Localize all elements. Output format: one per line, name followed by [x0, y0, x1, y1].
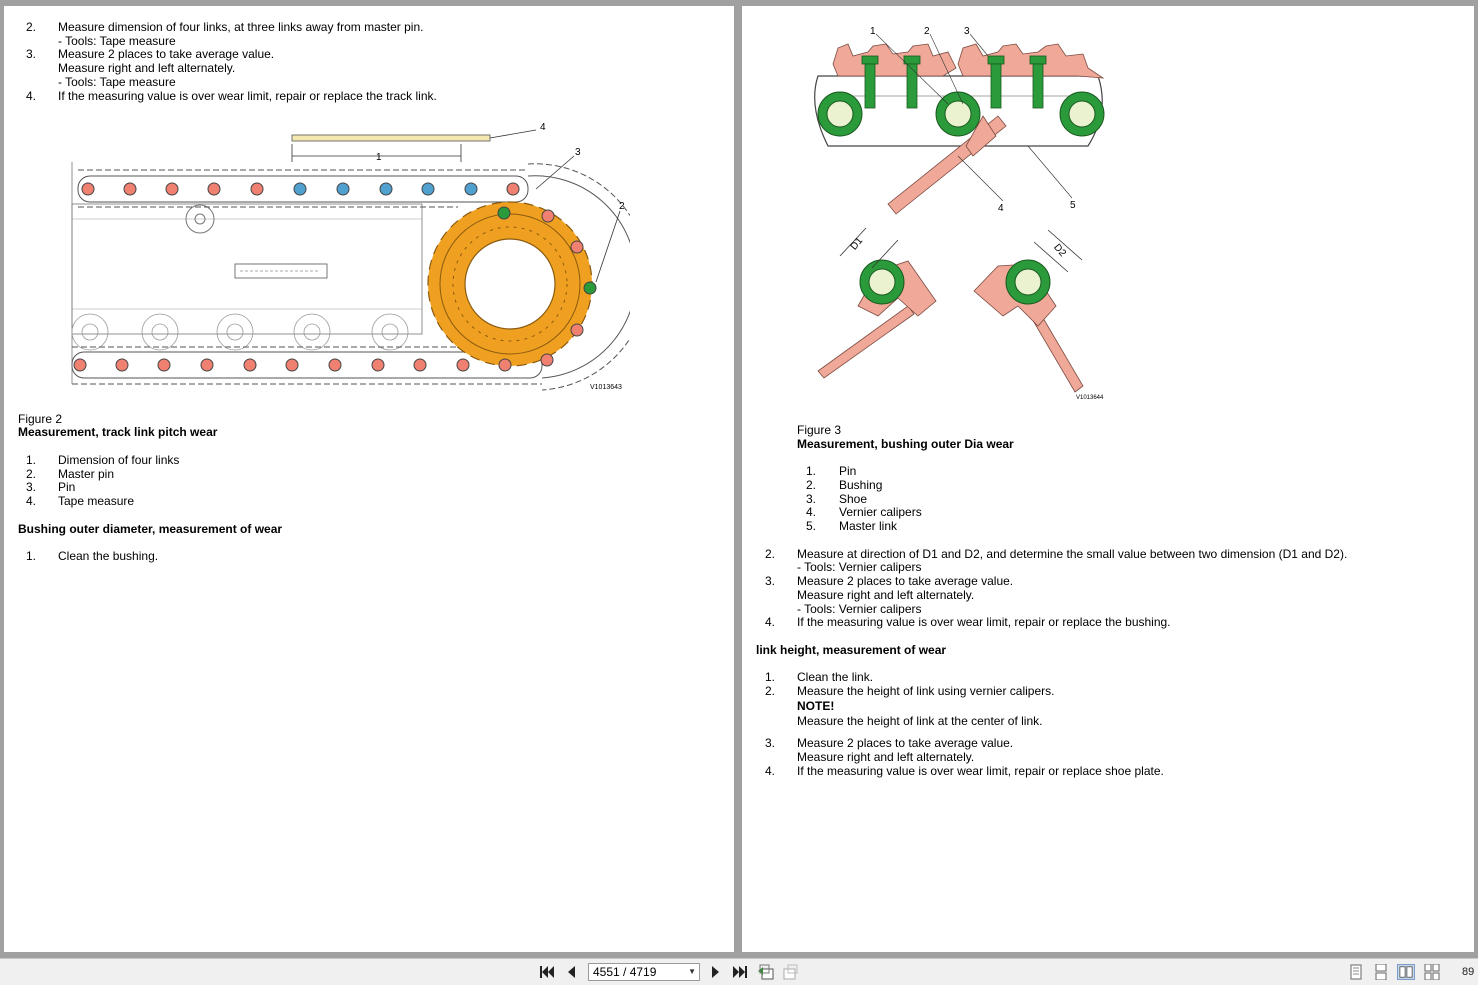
step-number: 3. — [765, 736, 776, 750]
step-number: 3. — [26, 47, 37, 61]
step-number: 4. — [765, 615, 776, 629]
legend-number: 2. — [26, 467, 37, 481]
legend-item: Vernier calipers — [839, 505, 922, 519]
section-heading: link height, measurement of wear — [756, 643, 947, 657]
document-page-left — [4, 6, 734, 952]
step-text: Measure 2 places to take average value. — [797, 574, 1014, 588]
legend-item: Tape measure — [58, 494, 135, 508]
callout-1: 1 — [870, 26, 876, 37]
figure-caption: Measurement, bushing outer Dia wear — [797, 437, 1014, 451]
next-page-icon[interactable] — [706, 964, 724, 980]
navigation-toolbar — [0, 958, 1478, 985]
chevron-down-icon[interactable]: ▼ — [688, 967, 696, 976]
figure-caption: Measurement, track link pitch wear — [18, 425, 218, 439]
figure-image-id: V1013644 — [1076, 395, 1104, 401]
page-number-input[interactable] — [588, 963, 700, 981]
section-heading: Bushing outer diameter, measurement of wear — [18, 522, 283, 536]
legend-number: 4. — [806, 505, 817, 519]
step-tool-text: - Tools: Vernier calipers — [797, 602, 922, 616]
step-text: Measure right and left alternately. — [797, 588, 975, 602]
step-number: 1. — [765, 670, 776, 684]
step-text: If the measuring value is over wear limit, repair or replace shoe plate. — [797, 764, 1164, 778]
note-text: Measure the height of link at the center of link. — [797, 714, 1043, 728]
note-label: NOTE! — [797, 699, 835, 713]
step-number: 2. — [765, 547, 776, 561]
legend-item: Bushing — [839, 478, 883, 492]
legend-number: 1. — [26, 453, 37, 467]
callout-3: 3 — [964, 26, 970, 37]
single-page-icon[interactable] — [1347, 964, 1365, 980]
legend-item: Pin — [58, 480, 76, 494]
step-tool-text: - Tools: Tape measure — [58, 75, 176, 89]
step-tool-text: - Tools: Vernier calipers — [797, 560, 922, 574]
step-number: 4. — [26, 89, 37, 103]
callout-4: 4 — [998, 203, 1004, 214]
bushing-outer-diameter-figure — [798, 16, 1128, 401]
next-view-icon[interactable] — [782, 964, 800, 980]
step-text: Measure right and left alternately. — [797, 750, 975, 764]
legend-item: Master pin — [58, 467, 115, 481]
prev-view-icon[interactable] — [757, 964, 775, 980]
figure-title: Figure 3 — [797, 423, 842, 437]
legend-number: 1. — [806, 464, 817, 478]
step-text: Clean the link. — [797, 670, 874, 684]
step-text: Measure the height of link using vernier calipers. — [797, 684, 1055, 698]
first-page-icon[interactable] — [538, 964, 556, 980]
step-text: Measure 2 places to take average value. — [58, 47, 275, 61]
continuous-icon[interactable] — [1372, 964, 1390, 980]
legend-number: 3. — [806, 492, 817, 506]
figure-title: Figure 2 — [18, 412, 63, 426]
prev-page-icon[interactable] — [563, 964, 581, 980]
step-number: 2. — [26, 20, 37, 34]
legend-item: Dimension of four links — [58, 453, 180, 467]
document-page-right — [742, 6, 1474, 952]
last-page-icon[interactable] — [731, 964, 749, 980]
step-text: Measure dimension of four links, at three links away from master pin. — [58, 20, 424, 34]
legend-item: Shoe — [839, 492, 868, 506]
dim-label-d1: D1 — [848, 235, 866, 253]
callout-2: 2 — [619, 201, 625, 212]
two-page-icon[interactable] — [1397, 964, 1415, 980]
legend-item: Pin — [839, 464, 857, 478]
callout-1: 1 — [376, 152, 382, 163]
legend-number: 3. — [26, 480, 37, 494]
step-number: 3. — [765, 574, 776, 588]
step-number: 2. — [765, 684, 776, 698]
step-tool-text: - Tools: Tape measure — [58, 34, 176, 48]
dim-label-d2: D2 — [1051, 242, 1068, 259]
track-link-pitch-figure — [60, 114, 630, 396]
callout-4: 4 — [540, 122, 546, 133]
step-text: Clean the bushing. — [58, 549, 159, 563]
legend-item: Master link — [839, 519, 898, 533]
callout-3: 3 — [575, 147, 581, 158]
step-text: If the measuring value is over wear limit, repair or replace the bushing. — [797, 615, 1171, 629]
zoom-level[interactable]: 89 — [1462, 966, 1475, 978]
step-text: Measure right and left alternately. — [58, 61, 236, 75]
page-indicator-text: 4551 / 4719 — [593, 965, 657, 979]
legend-number: 2. — [806, 478, 817, 492]
figure-image-id: V1013643 — [590, 384, 622, 391]
step-text: If the measuring value is over wear limit, repair or replace the track link. — [58, 89, 437, 103]
legend-number: 4. — [26, 494, 37, 508]
callout-5: 5 — [1070, 200, 1076, 211]
step-text: Measure at direction of D1 and D2, and determine the small value between two dimension (D1 and D2). — [797, 547, 1348, 561]
step-number: 1. — [26, 549, 37, 563]
callout-2: 2 — [924, 26, 930, 37]
legend-number: 5. — [806, 519, 817, 533]
step-text: Measure 2 places to take average value. — [797, 736, 1014, 750]
two-page-continuous-icon[interactable] — [1423, 964, 1441, 980]
step-number: 4. — [765, 764, 776, 778]
